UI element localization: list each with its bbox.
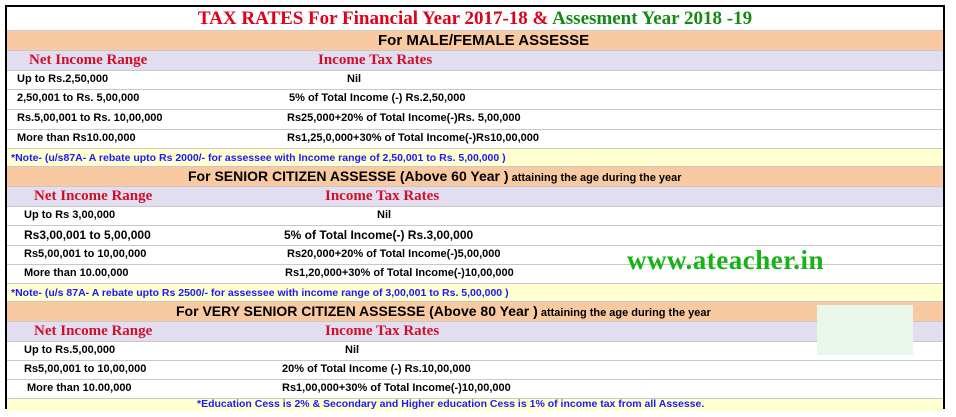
section-title-text: For VERY SENIOR CITIZEN ASSESSE (Above 80 Year ) bbox=[176, 303, 538, 319]
table-row bbox=[7, 380, 943, 399]
table-row bbox=[7, 207, 943, 226]
rate-cell: Rs25,000+20% of Total Income(-)Rs. 5,00,000 bbox=[287, 112, 521, 124]
range-cell: Rs5,00,001 to 10,00,000 bbox=[24, 363, 147, 375]
column-header-row bbox=[7, 51, 943, 71]
rebate-note: *Note- (u/s87A- A rebate upto Rs 2000/- for assessee with Income range of 2,50,001 to Rs. 5,00,000 ) bbox=[11, 152, 506, 164]
header-net-income-range: Net Income Range bbox=[34, 188, 153, 204]
section-heading-male-female bbox=[7, 31, 943, 51]
cess-note-row bbox=[7, 399, 943, 411]
title-ampersand: & bbox=[527, 8, 553, 29]
table-row bbox=[7, 71, 943, 90]
column-header-row bbox=[7, 187, 943, 207]
rate-cell: 5% of Total Income(-) Rs.3,00,000 bbox=[284, 228, 474, 242]
range-cell: More than 10.00,000 bbox=[24, 267, 129, 279]
section-title bbox=[176, 303, 711, 319]
header-income-tax-rates: Income Tax Rates bbox=[325, 323, 440, 339]
rate-cell: Rs20,000+20% of Total Income(-)5,00,000 bbox=[287, 248, 501, 260]
table-row bbox=[7, 342, 943, 361]
section-title bbox=[188, 168, 682, 184]
range-cell: Rs.5,00,001 to Rs. 10,00,000 bbox=[17, 112, 163, 124]
column-header-row bbox=[7, 322, 943, 342]
cess-note: *Education Cess is 2% & Secondary and Higher education Cess is 1% of income tax from all Assesse. bbox=[197, 398, 705, 410]
rate-cell: Rs1,20,000+30% of Total Income(-)10,00,000 bbox=[285, 267, 514, 279]
header-income-tax-rates: Income Tax Rates bbox=[325, 188, 440, 204]
tax-table bbox=[5, 5, 945, 409]
section-heading-very-senior bbox=[7, 302, 943, 322]
section-title-suffix: attaining the age during the year bbox=[537, 307, 711, 319]
table-row bbox=[7, 90, 943, 110]
table-row bbox=[7, 361, 943, 380]
rebate-note-row bbox=[7, 284, 943, 302]
table-row bbox=[7, 110, 943, 130]
title-row bbox=[7, 7, 943, 31]
range-cell: Up to Rs.2,50,000 bbox=[17, 73, 109, 85]
range-cell: Up to Rs 3,00,000 bbox=[24, 209, 116, 221]
section-title: For MALE/FEMALE ASSESSE bbox=[378, 32, 590, 49]
watermark-text: www.ateacher.in bbox=[627, 245, 824, 275]
decorative-box bbox=[817, 305, 913, 355]
range-cell: More than 10.00,000 bbox=[27, 382, 132, 394]
section-heading-senior bbox=[7, 167, 943, 187]
rebate-note-row bbox=[7, 149, 943, 167]
rate-cell: 20% of Total Income (-) Rs.10,00,000 bbox=[282, 363, 471, 375]
section-title-text: For SENIOR CITIZEN ASSESSE (Above 60 Year ) bbox=[188, 168, 509, 184]
table-row bbox=[7, 130, 943, 149]
title-assessment-year: Assesment Year 2018 -19 bbox=[552, 8, 753, 29]
rate-cell: Nil bbox=[345, 344, 360, 356]
range-cell: Rs3,00,001 to 5,00,000 bbox=[24, 228, 151, 242]
rate-cell: Nil bbox=[377, 209, 392, 221]
range-cell: 2,50,001 to Rs. 5,00,000 bbox=[17, 92, 140, 104]
range-cell: More than Rs10.00,000 bbox=[17, 132, 136, 144]
header-net-income-range: Net Income Range bbox=[34, 323, 153, 339]
rebate-note: *Note- (u/s 87A- A rebate upto Rs 2500/- for assessee with income range of 3,00,001 to Rs. 5,00,000 ) bbox=[11, 287, 509, 299]
table-row bbox=[7, 226, 943, 246]
header-net-income-range: Net Income Range bbox=[29, 52, 148, 68]
range-cell: Rs5,00,001 to 10,00,000 bbox=[24, 248, 147, 260]
rate-cell: Nil bbox=[347, 73, 362, 85]
rate-cell: Rs1,00,000+30% of Total Income(-)10,00,000 bbox=[282, 382, 511, 394]
title-financial-year: TAX RATES For Financial Year 2017-18 bbox=[197, 8, 528, 29]
rate-cell: Rs1,25,0,000+30% of Total Income(-)Rs10,00,000 bbox=[287, 132, 540, 144]
section-title-suffix: attaining the age during the year bbox=[508, 172, 682, 184]
header-income-tax-rates: Income Tax Rates bbox=[318, 52, 433, 68]
range-cell: Up to Rs.5,00,000 bbox=[24, 344, 116, 356]
rate-cell: 5% of Total Income (-) Rs.2,50,000 bbox=[289, 92, 466, 104]
